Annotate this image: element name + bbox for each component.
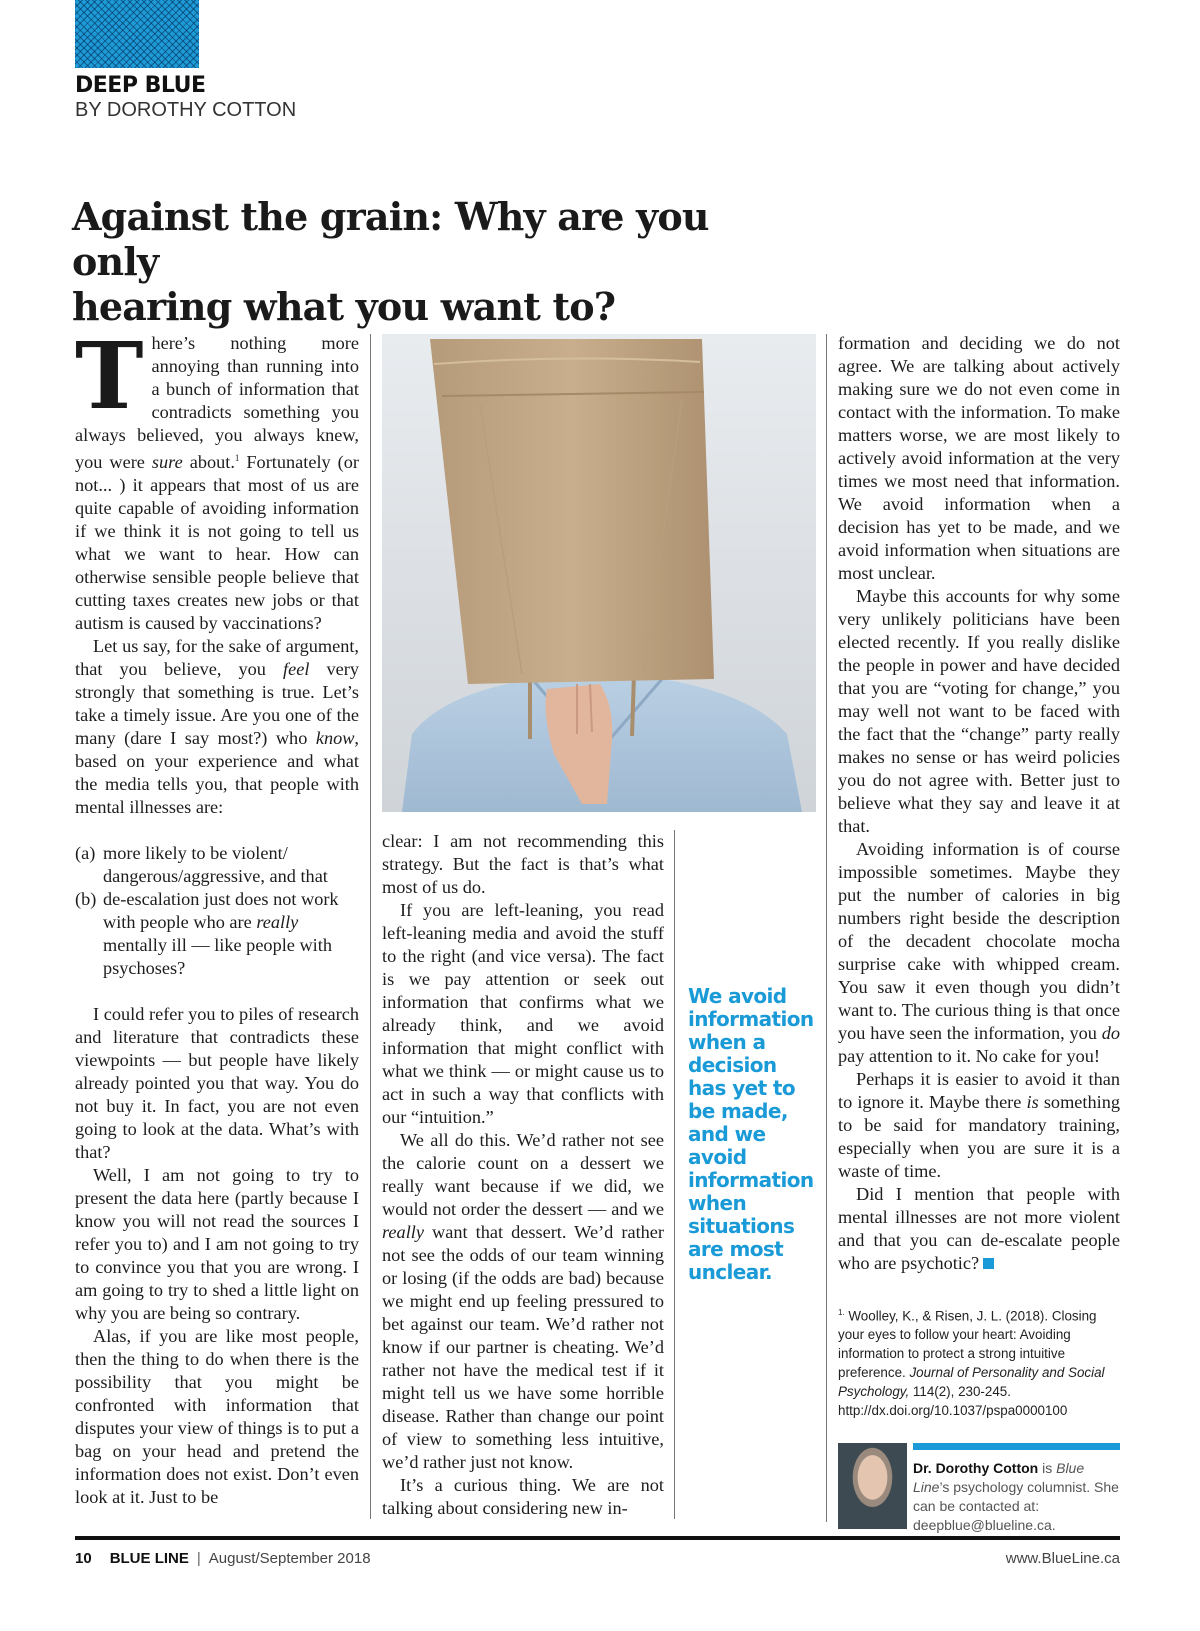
footnote: $^{1.}$ Woolley, K., & Risen, J. L. (2018). Closing your eyes to follow your heart: Avoiding information to protect a strong intuitive preference. Journal of Personality and Social Psychology, 114(2), 230-245. http://dx.doi.org/10.1037/pspa0000100	[838, 1308, 1105, 1419]
section-color-block	[75, 0, 199, 68]
issue-date: August/September 2018	[208, 1550, 371, 1567]
drop-cap: T	[75, 322, 144, 430]
footer-rule	[75, 1536, 1120, 1540]
title-line-2: hearing what you want to?	[72, 284, 616, 329]
bio-accent-bar	[913, 1443, 1120, 1450]
magazine-name: BLUE LINE	[109, 1550, 189, 1567]
author-bio: Dr. Dorothy Cotton is Blue Line’s psychology columnist. She can be contacted at: deepblue@blueline.ca.	[913, 1460, 1119, 1533]
end-mark-icon	[983, 1258, 994, 1269]
paragraph: Perhaps it is easier to avoid it than to ignore it. Maybe there is something to be said for mandatory training, especially when you are sure it is a waste of time.	[838, 1069, 1120, 1181]
list-item: (a) more likely to be violent/ dangerous/aggressive, and that	[75, 843, 328, 887]
footnote-marker: 1.	[838, 1308, 845, 1317]
author-name: Dr. Dorothy Cotton	[913, 1460, 1039, 1476]
paper-bag-person-image	[382, 334, 816, 812]
article-column-1	[75, 322, 359, 1509]
author-photo	[838, 1443, 907, 1529]
paragraph: Maybe this accounts for why some very unlikely politicians have been elected recently. If you really dislike the people in power and have decided that you are “voting for change,” you may well not want to be faced with the fact that the “change” party really makes no sense or has weird policies you do not agree with. Better just to believe what they say and leave it at that.	[838, 586, 1120, 836]
pull-quote: We avoid information when a decision has yet to be made, and we avoid information when situations are most unclear.	[688, 984, 814, 1284]
paragraph: There’s nothing more annoying than running into a bunch of information that contradicts something you always believed, you always knew, you were sure about.$^1$ Fortunately (or not... ) it appears that most of us are quite capable of avoiding information if we think it is not going to tell us what we want to hear. How can otherwise sensible people believe that cutting taxes creates new jobs or that autism is caused by vaccinations?	[75, 322, 359, 634]
paragraph: We all do this. We’d rather not see the calorie count on a dessert we really want because if we did, we would not order the dessert — and we really want that dessert. We’d rather not see the odds of our team winning or losing (if the odds are bad) because we might end up feeling pressured to bet against our team. We’d rather not know if our partner is cheating. We’d rather not have the medical test if it might tell us we have some horrible disease. Rather than change our point of view to something less intuitive, we’d rather just not know.	[382, 1130, 664, 1472]
page-number: 10	[75, 1550, 92, 1567]
article-column-3	[838, 332, 1120, 1275]
column-name: DEEP BLUE	[75, 73, 206, 98]
article-title	[72, 194, 772, 329]
list-item: (b) de-escalation just does not work with people who are really mentally ill — like people with psychoses?	[75, 889, 339, 979]
paragraph: Alas, if you are like most people, then the thing to do when there is the possibility that you might be confronted with information that disputes your view of things is to put a bag on your head and pretend the information does not exist. Don’t even look at it. Just to be	[75, 1326, 359, 1508]
paragraph: Let us say, for the sake of argument, that you believe, you feel very strongly that something is true. Let’s take a timely issue. Are you one of the many (dare I say most?) who know, based on your experience and what the media tells you, that people with mental illnesses are:	[75, 636, 359, 818]
column-divider	[674, 830, 675, 1519]
paragraph: Did I mention that people with mental illnesses are not more violent and that you can de-escalate people who are psychotic?	[838, 1184, 1120, 1273]
footnote-reference: 1	[234, 453, 240, 463]
column-divider	[370, 334, 371, 1519]
paragraph: If you are left-leaning, you read left-leaning media and avoid the stuff to the right (and vice versa). The fact is we pay attention or seek out information that confirms what we already think, and we avoid information that might conflict with what we think — or might cause us to act in such a way that conflicts with our “intuition.”	[382, 900, 664, 1127]
paragraph: Avoiding information is of course impossible sometimes. Maybe they put the number of calories in big numbers right beside the description of the decadent chocolate mocha surprise cake with whipped cream. You saw it even though you didn’t want to. The curious thing is that once you have seen the information, you do pay attention to it. No cake for you!	[838, 839, 1120, 1066]
paragraph: I could refer you to piles of research and literature that contradicts these viewpoints — but people have likely already pointed you that way. You do not buy it. In fact, you are not even going to look at the data. What’s with that?	[75, 1004, 359, 1163]
title-line-1: Against the grain: Why are you only	[72, 194, 709, 284]
article-photo	[382, 334, 816, 812]
paragraph: formation and deciding we do not agree. We are talking about actively making sure we do not even come in contact with the information. To make matters worse, we are most likely to actively avoid information at the very times we most need that information. We avoid information when a decision has yet to be made, and we avoid information when situations are most unclear.	[838, 333, 1120, 583]
page-footer: 10 BLUE LINE | August/September 2018	[75, 1550, 371, 1567]
article-column-2	[382, 830, 664, 1520]
website-link[interactable]: www.BlueLine.ca	[1005, 1550, 1120, 1567]
byline: BY DOROTHY COTTON	[75, 99, 297, 121]
paragraph: Well, I am not going to try to present the data here (partly because I know you will not read the sources I refer you to) and I am not going to try to convince you that you are wrong. I am going to try to shed a little light on why you are being so contrary.	[75, 1165, 359, 1324]
column-divider	[826, 334, 827, 1522]
paragraph: clear: I am not recommending this strategy. But the fact is that’s what most of us do.	[382, 831, 664, 897]
paragraph: It’s a curious thing. We are not talking about considering new in-	[382, 1475, 664, 1518]
